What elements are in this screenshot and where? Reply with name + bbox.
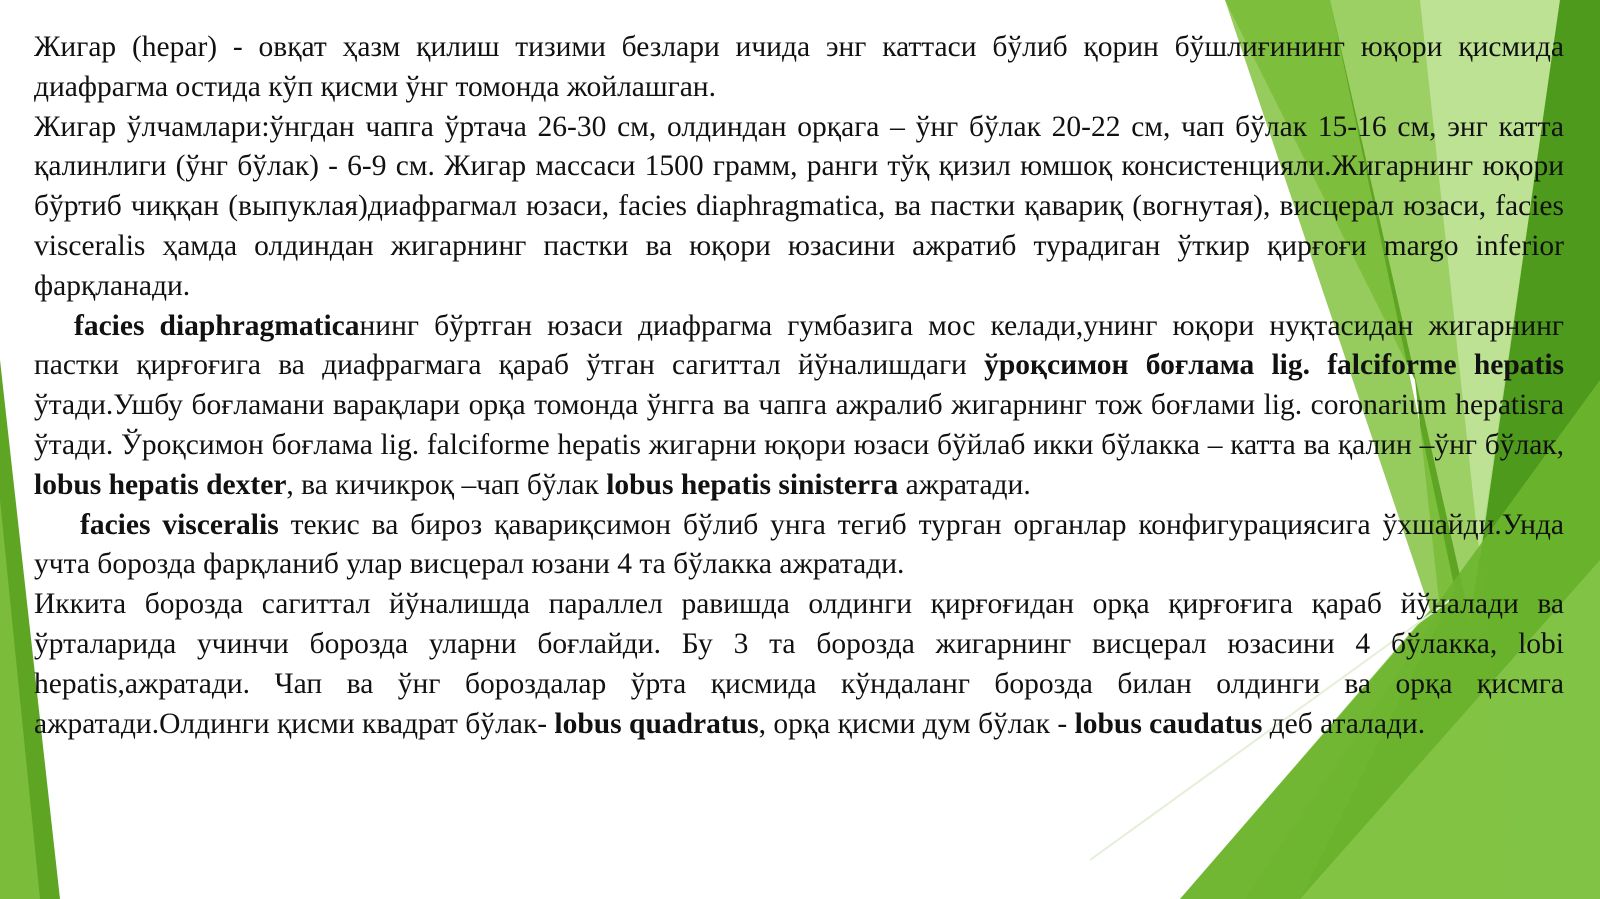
bold-term: lobus caudatus [1074,707,1263,740]
paragraph-visceral-surface [34,506,1564,586]
text-run: нинг бўртган юзаси диафрагма гумбазига мос келади,унинг юқори нуқтасидан жигарнинг пастки қирғоғига ва диафрагмага қараб ўтган сагиттал йўналишдаги [34,309,1564,382]
text-run: Жигар (hepar) - овқат ҳазм қилиш тизими безлари ичида энг каттаси бўлиб қорин бўшлиғининг юқори қисмида диафрагма остида кўп қисми ўнг томонда жойлашган. [34,31,1564,103]
text-run: деб аталади. [1262,707,1426,740]
paragraph-liver-dimensions [34,108,1564,307]
paragraph-diaphragmatic-surface [34,307,1564,506]
slide-text-body [34,28,1564,744]
text-run: Иккита борозда сагиттал йўналишда параллел равишда олдинги қирғоғидан орқа қирғоғига қараб йўналади ва ўрталарида учинчи борозда уларни боғлайди. Бу 3 та борозда жигарнинг висцерал юзасини 4 бўлакка, lobi hepatis,ажратади. Чап ва ўнг бороздалар ўрта қисмида кўндаланг борозда билан олдинги ва орқа қисмга ажратади.Олдинги қисми квадрат бўлак- [34,588,1564,740]
text-run: , ва кичикроқ –чап бўлак [286,468,607,501]
bold-term: ўроқсимон боғлама lig. falciforme hepatis [984,349,1564,382]
bold-term: lobus hepatis dexter [34,468,287,501]
bold-term: facies diaphragmatica [74,309,360,342]
paragraph-liver-intro [34,28,1564,108]
bold-term: lobus quadratus [554,707,759,740]
bold-term: lobus hepatis sinisterга [606,468,899,501]
text-run: ажратади. [898,468,1031,501]
text-run: , орқа қисми дум бўлак - [758,707,1075,740]
text-run: Жигар ўлчамлари:ўнгдан чапга ўртача 26-30 см, олдиндан орқага – ўнг бўлак 20-22 см, чап бўлак 15-16 см, энг катта қалинлиги (ўнг бўлак) - 6-9 см. Жигар массаси 1500 грамм, ранги тўқ қизил юмшоқ консистенцияли.Жигарнинг юқори бўртиб чиққан (выпуклая)диафрагмал юзаси, facies diaphragmatica, ва пастки қавариқ (вогнутая), висцерал юзаси, facies visceralis ҳамда олдиндан жигарнинг пастки ва юқори юзасини ажратиб турадиган ўткир қирғоғи margo inferior фарқланади. [34,110,1564,302]
paragraph-furrows-lobes [34,585,1564,744]
text-run: текис ва бироз қавариқсимон бўлиб унга тегиб турган органлар конфигурациясига ўхшайди.Унда учта борозда фарқланиб улар висцерал юзани 4 та бўлакка ажратади. [34,508,1564,581]
text-run: ўтади.Ушбу боғламани варақлари орқа томонда ўнгга ва чапга ажралиб жигарнинг тож боғлами lig. coronarium hepatisга ўтади. Ўроқсимон боғлама lig. falciforme hepatis жигарни юқори юзаси бўйлаб икки бўлакка – катта ва қалин –ўнг бўлак, [34,389,1564,461]
bold-term: facies visceralis [80,508,279,541]
